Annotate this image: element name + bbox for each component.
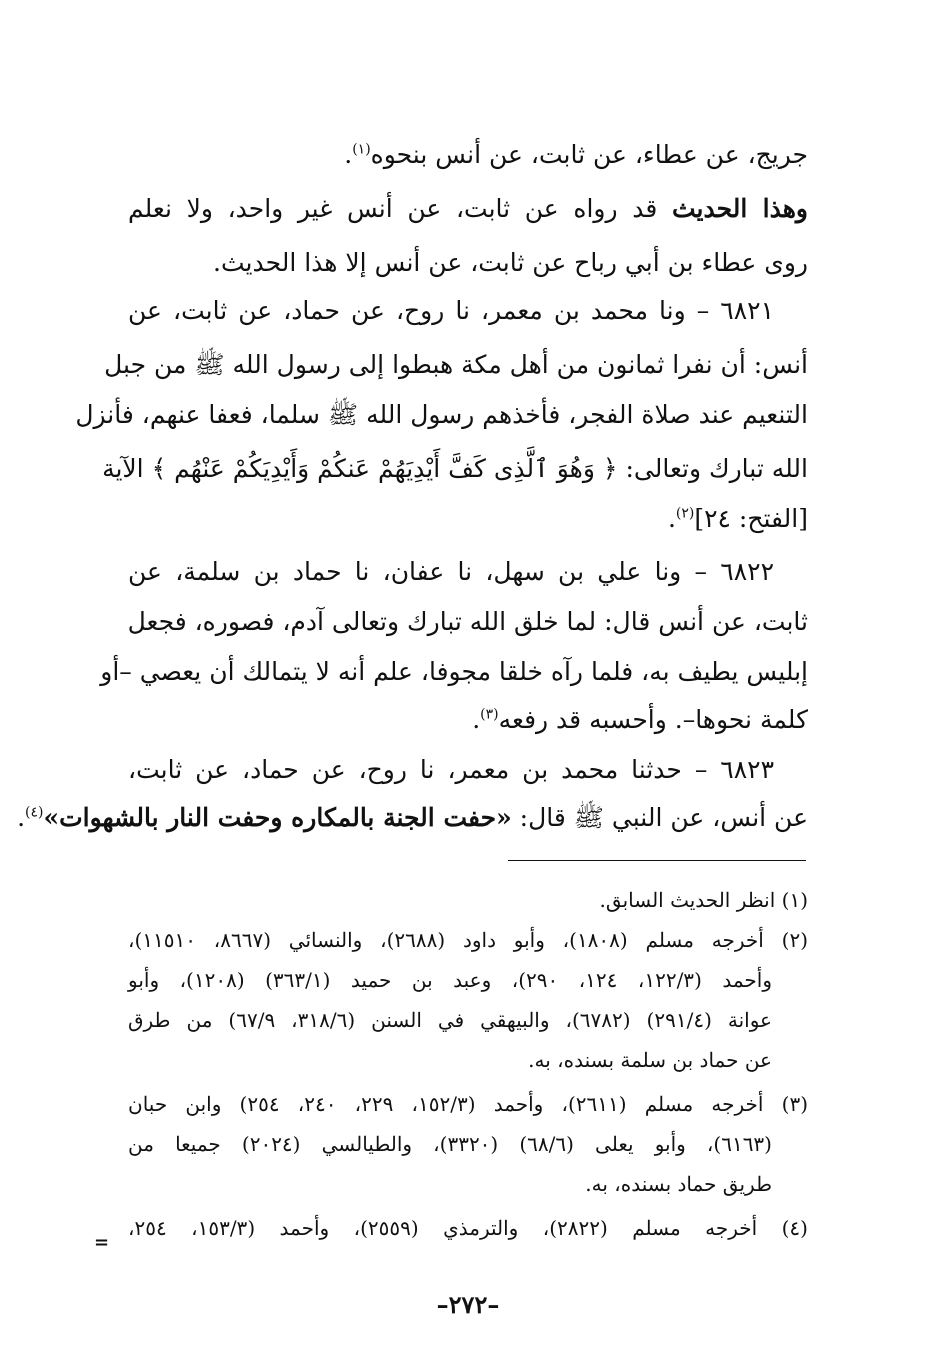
hadith-6821-line-3: التنعيم عند صلاة الفجر، فأخذهم رسول الله ﷺ سلما، فعفا عنهم، فأنزل [75, 400, 808, 429]
footnote-3-line-1: (٣) أخرجه مسلم (٢٦١١)، وأحمد (١٥٢/٣، ٢٢٩، ٢٤٠، ٢٥٤) وابن حبان [128, 1092, 808, 1116]
page-number: –٢٧٢– [436, 1290, 500, 1319]
hadith-6823-line-1: ٦٨٢٣ – حدثنا محمد بن معمر، نا روح، عن حماد، عن ثابت، [128, 755, 774, 784]
text-line-2: وهذا الحديث قد رواه عن ثابت، عن أنس غير واحد، ولا نعلم [128, 194, 808, 223]
footnote-ref-4: (٤) [25, 804, 44, 821]
text-line-3: روى عطاء بن أبي رباح عن ثابت، عن أنس إلا هذا الحديث. [213, 248, 808, 277]
continuation-mark: = [94, 1232, 110, 1253]
footnote-ref-2: (٢) [675, 505, 695, 522]
footnote-1: (١) انظر الحديث السابق. [599, 888, 808, 912]
footnote-4-line-1: (٤) أخرجه مسلم (٢٨٢٢)، والترمذي (٢٥٥٩)، وأحمد (١٥٣/٣، ٢٥٤، [128, 1216, 808, 1240]
footnote-ref-3: (٣) [480, 706, 499, 723]
hadith-6822-line-3: إبليس يطيف به، فلما رآه خلقا مجوفا، علم أنه لا يتمالك أن يعصي –أو [100, 657, 808, 686]
footnote-2-line-3: عوانة (٢٩١/٤) (٦٧٨٢)، والبيهقي في السنن (٣١٨/٦، ٦٧/٩) من طرق [128, 1008, 772, 1032]
footnote-3-line-3: طريق حماد بسنده، به. [585, 1172, 772, 1196]
bold-phrase: وهذا الحديث [671, 194, 808, 223]
hadith-6821-line-4 [102, 447, 808, 495]
footnote-2-line-4: عن حماد بن سلمة بسنده، به. [528, 1048, 772, 1072]
footnote-2-line-1: (٢) أخرجه مسلم (١٨٠٨)، وأبو داود (٢٦٨٨)، والنسائي (٨٦٦٧، ١١٥١٠)، [128, 928, 808, 952]
footnote-divider [508, 860, 806, 861]
hadith-6821-line-1: ٦٨٢١ – ونا محمد بن معمر، نا روح، عن حماد، عن ثابت، عن [128, 296, 774, 325]
prophetic-saying: «حفت الجنة بالمكاره وحفت النار بالشهوات» [43, 803, 512, 832]
footnote-2-line-2: وأحمد (١٢٢/٣، ١٢٤، ٢٩٠)، وعبد بن حميد (٣٦٣/١) (١٢٠٨)، وأبو [128, 968, 772, 992]
hadith-6822-line-2: ثابت، عن أنس قال: لما خلق الله تبارك وتعالى آدم، فصوره، فجعل [127, 607, 808, 636]
hadith-6821-line-2: أنس: أن نفرا ثمانون من أهل مكة هبطوا إلى رسول الله ﷺ من جبل [104, 350, 808, 379]
quran-verse: الله تبارك وتعالى: ﴿ وَهُوَ ٱلَّذِى كَفَّ أَيْدِيَهُمْ عَنكُمْ وَأَيْدِيَكُمْ عَنْهُم ﴾ الآية [102, 454, 808, 483]
footnote-3-line-2: (٦١٦٣)، وأبو يعلى (٦٨/٦) (٣٣٢٠)، والطيالسي (٢٠٢٤) جميعا من [128, 1132, 772, 1156]
hadith-6822-line-4: كلمة نحوها–. وأحسبه قد رفعه$^{(٣)}$. [472, 705, 808, 734]
footnote-ref-1: (١) [352, 141, 371, 158]
hadith-6822-line-1: ٦٨٢٢ – ونا علي بن سهل، نا عفان، نا حماد بن سلمة، عن [128, 557, 774, 586]
hadith-6821-line-5: [الفتح: ٢٤]$^{(٢)}$. [667, 504, 808, 533]
hadith-6823-line-2: عن أنس، عن النبي ﷺ قال: «حفت الجنة بالمكاره وحفت النار بالشهوات»$^{(٤)}$. [17, 803, 808, 832]
text-line-1: جريج، عن عطاء، عن ثابت، عن أنس بنحوه$^{(١)}$. [344, 140, 808, 169]
